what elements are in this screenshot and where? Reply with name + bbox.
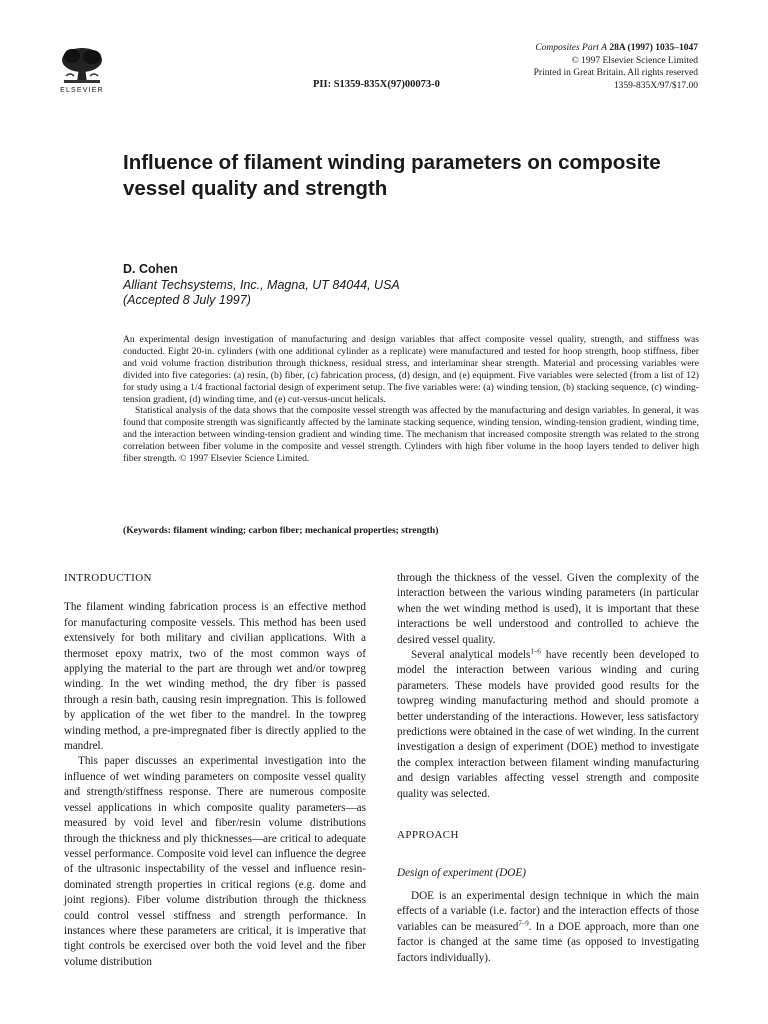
author-affiliation: Alliant Techsystems, Inc., Magna, UT 84044, USA <box>123 277 400 292</box>
author-name: D. Cohen <box>123 262 178 276</box>
copyright-line: © 1997 Elsevier Science Limited <box>571 55 698 66</box>
accepted-date: (Accepted 8 July 1997) <box>123 293 251 307</box>
issn-line: 1359-835X/97/$17.00 <box>613 80 698 91</box>
publisher-name: ELSEVIER <box>60 87 104 94</box>
intro-paragraph-1: The filament winding fabrication process is an effective method for manufacturing composite vessels. This method has been used extensively for both military and civilian applications. With a thermoset epoxy matrix, two of the most common ways of applying the material to the part are through wet and/or towpreg winding. In the wet winding method, the dry fiber is passed through a resin bath, causing resin impregnation. This is followed by application of the wet fiber to the mandrel. In the towpreg winding method, a pre-impregnated fiber is directly applied to the mandrel. <box>64 601 366 753</box>
journal-citation <box>534 42 698 55</box>
approach-p1-text: DOE is an experimental design technique in which the main effects of a variable (i.e. factor) and the interaction effects of those variables can be measured <box>397 889 699 933</box>
reference-superscript: 7–9 <box>518 918 529 927</box>
intro-paragraph-2: This paper discusses an experimental investigation into the influence of wet winding parameters on composite vessel quality and strength/stiffness response. There are numerous composite vessel applications in which composite quality parameters—as measured by void level and fiber/resin volume distributions through the thickness and ply thicknesses—are critical to adequate vessel performance. Composite void level can influence the degree of the ultrasonic inspectability of the vessel and influence resin-dominated strength properties in critical regions (e.g. dome and joint regions). Fiber volume distribution through the thickness could control vessel stiffness and strength performance. In instances where these parameters are critical, it is imperative that tight controls be exercised over both the void level and the fiber volume distribution <box>64 755 366 968</box>
abstract-paragraph-2: Statistical analysis of the data shows that the composite vessel strength was affected by the manufacturing and design variables. In general, it was found that composite strength was significantly affected by the laminate stacking sequence, winding tension, winding-tension gradient, winding time, and the interaction between winding-tension gradient and winding time. The mechanism that increased composite strength was related to the strong correlation between fiber volume in the composite and vessel strength. Cylinders with high fiber volume in the hoop layers tended to deliver high fiber strength. © 1997 Elsevier Science Limited. <box>123 405 699 465</box>
printed-line: Printed in Great Britain. All rights reserved <box>533 68 698 78</box>
journal-info <box>534 42 698 92</box>
elsevier-tree-icon <box>58 46 106 86</box>
approach-paragraph-1 <box>397 889 699 966</box>
reference-superscript: 1–6 <box>530 647 541 656</box>
author-block <box>123 262 400 309</box>
article-title: Influence of filament winding parameters on composite vessel quality and strength <box>123 151 661 200</box>
publisher-logo <box>58 46 106 94</box>
subsection-heading-doe: Design of experiment (DOE) <box>397 866 526 879</box>
intro-p4-text: Several analytical models <box>411 649 531 662</box>
body-column-left <box>64 571 366 970</box>
intro-paragraph-3: through the thickness of the vessel. Given the complexity of the interaction between the various winding parameters (in particular when the wet winding method is used), it is important that these interactions be well understood and controlled to achieve the desired vessel quality. <box>397 572 699 646</box>
journal-volume: 28A (1997) 1035–1047 <box>609 43 698 53</box>
pii-code: PII: S1359-835X(97)00073-0 <box>313 79 440 90</box>
keywords: (Keywords: filament winding; carbon fiber; mechanical properties; strength) <box>123 525 439 536</box>
abstract <box>123 334 699 465</box>
abstract-paragraph-1: An experimental design investigation of manufacturing and design variables that affect composite vessel quality, strength, and stiffness was conducted. Eight 20-in. cylinders (with one additional cylinder as a replicate) were manufactured and tested for hoop strength, hoop stiffness, fiber and void volume fraction distribution through thickness, residual stress, and interlaminar shear strength. Material and processing variables were divided into five categories: (a) resin, (b) fiber, (c) fabrication process, (d) design, and (e) equipment. Five variables were selected (from a list of 12) for study using a 1/4 fractional factorial design of experiment setup. The five variables were: (a) winding tension, (b) stacking sequence, (c) winding-tension gradient, (d) winding time, and (e) cut-versus-uncut helicals. <box>123 334 699 405</box>
journal-name: Composites Part A <box>535 43 607 53</box>
section-heading-introduction: INTRODUCTION <box>64 572 152 584</box>
approach-p1-text-cont: . In a DOE approach, more than one factor is changed at the same time (as opposed to investigating factors individually). <box>397 920 699 964</box>
intro-paragraph-4 <box>397 648 699 802</box>
intro-p4-text-cont: have recently been developed to model the interaction between various winding and curing parameters. These models have provided good results for the towpreg winding manufacturing method and should promote a better understanding of the interactions. However, less satisfactory predictions were obtained in the case of wet winding. In the current investigation a design of experiment (DOE) method to investigate the complex interaction between filament winding manufacturing and design variables affecting vessel strength and composite quality was selected. <box>397 649 699 800</box>
body-column-right <box>397 571 699 966</box>
section-heading-approach: APPROACH <box>397 829 459 842</box>
